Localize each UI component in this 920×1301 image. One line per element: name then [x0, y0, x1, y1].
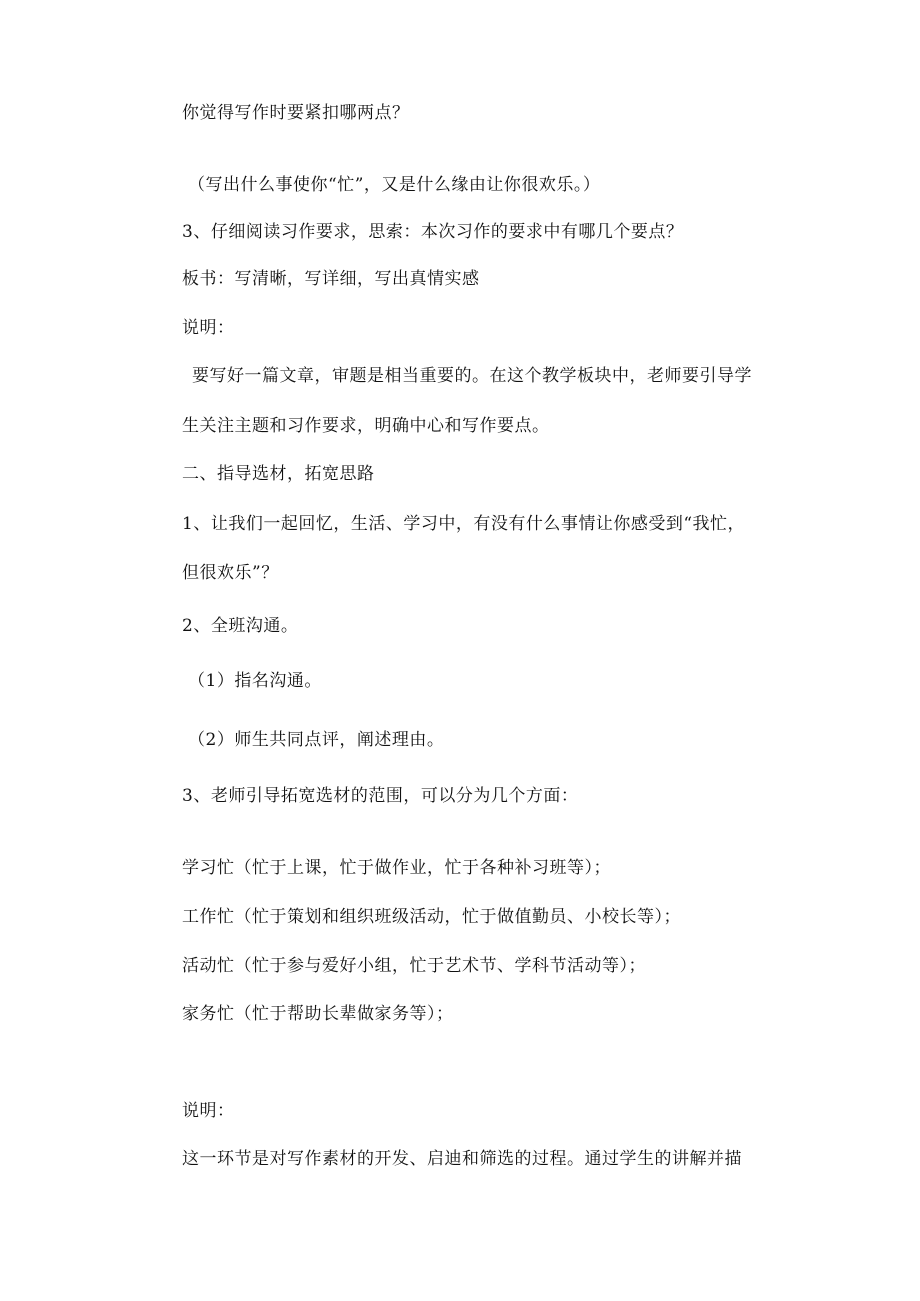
explanation-label-2: 说明： — [182, 1101, 235, 1121]
step-1-line-1: 1、让我们一起回忆，生活、学习中，有没有什么事情让你感受到“我忙， — [182, 514, 746, 534]
hint-line: （写出什么事使你“忙”，又是什么缘由让你很欢乐。） — [188, 175, 601, 195]
step-3-line: 3、仔细阅读习作要求，思索：本次习作的要求中有哪几个要点？ — [182, 222, 684, 242]
category-activity-line: 活动忙（忙于参与爱好小组，忙于艺术节、学科节活动等）； — [182, 956, 646, 976]
section-heading: 二、指导选材，拓宽思路 — [182, 464, 375, 484]
sub-step-1-line: （1）指名沟通。 — [188, 671, 322, 691]
explanation-label: 说明： — [182, 318, 235, 338]
question-line: 你觉得写作时要紧扣哪两点？ — [182, 103, 410, 123]
explanation-paragraph-2-line-1: 这一环节是对写作素材的开发、启迪和筛选的过程。通过学生的讲解并描 — [182, 1149, 742, 1169]
step-3-range-line: 3、老师引导拓宽选材的范围，可以分为几个方面： — [182, 786, 579, 806]
board-notes-line: 板书：写清晰，写详细，写出真情实感 — [182, 269, 480, 289]
explanation-paragraph-line-1: 要写好一篇文章，审题是相当重要的。在这个教学板块中，老师要引导学 — [192, 366, 752, 386]
category-housework-line: 家务忙（忙于帮助长辈做家务等）； — [182, 1004, 454, 1024]
category-study-line: 学习忙（忙于上课，忙于做作业，忙于各种补习班等）； — [182, 858, 611, 878]
sub-step-2-line: （2）师生共同点评，阐述理由。 — [188, 730, 445, 750]
step-2-line: 2、全班沟通。 — [182, 616, 299, 636]
category-work-line: 工作忙（忙于策划和组织班级活动，忙于做值勤员、小校长等）； — [182, 907, 681, 927]
step-1-line-2: 但很欢乐”？ — [182, 563, 279, 583]
explanation-paragraph-line-2: 生关注主题和习作要求，明确中心和写作要点。 — [182, 416, 550, 436]
